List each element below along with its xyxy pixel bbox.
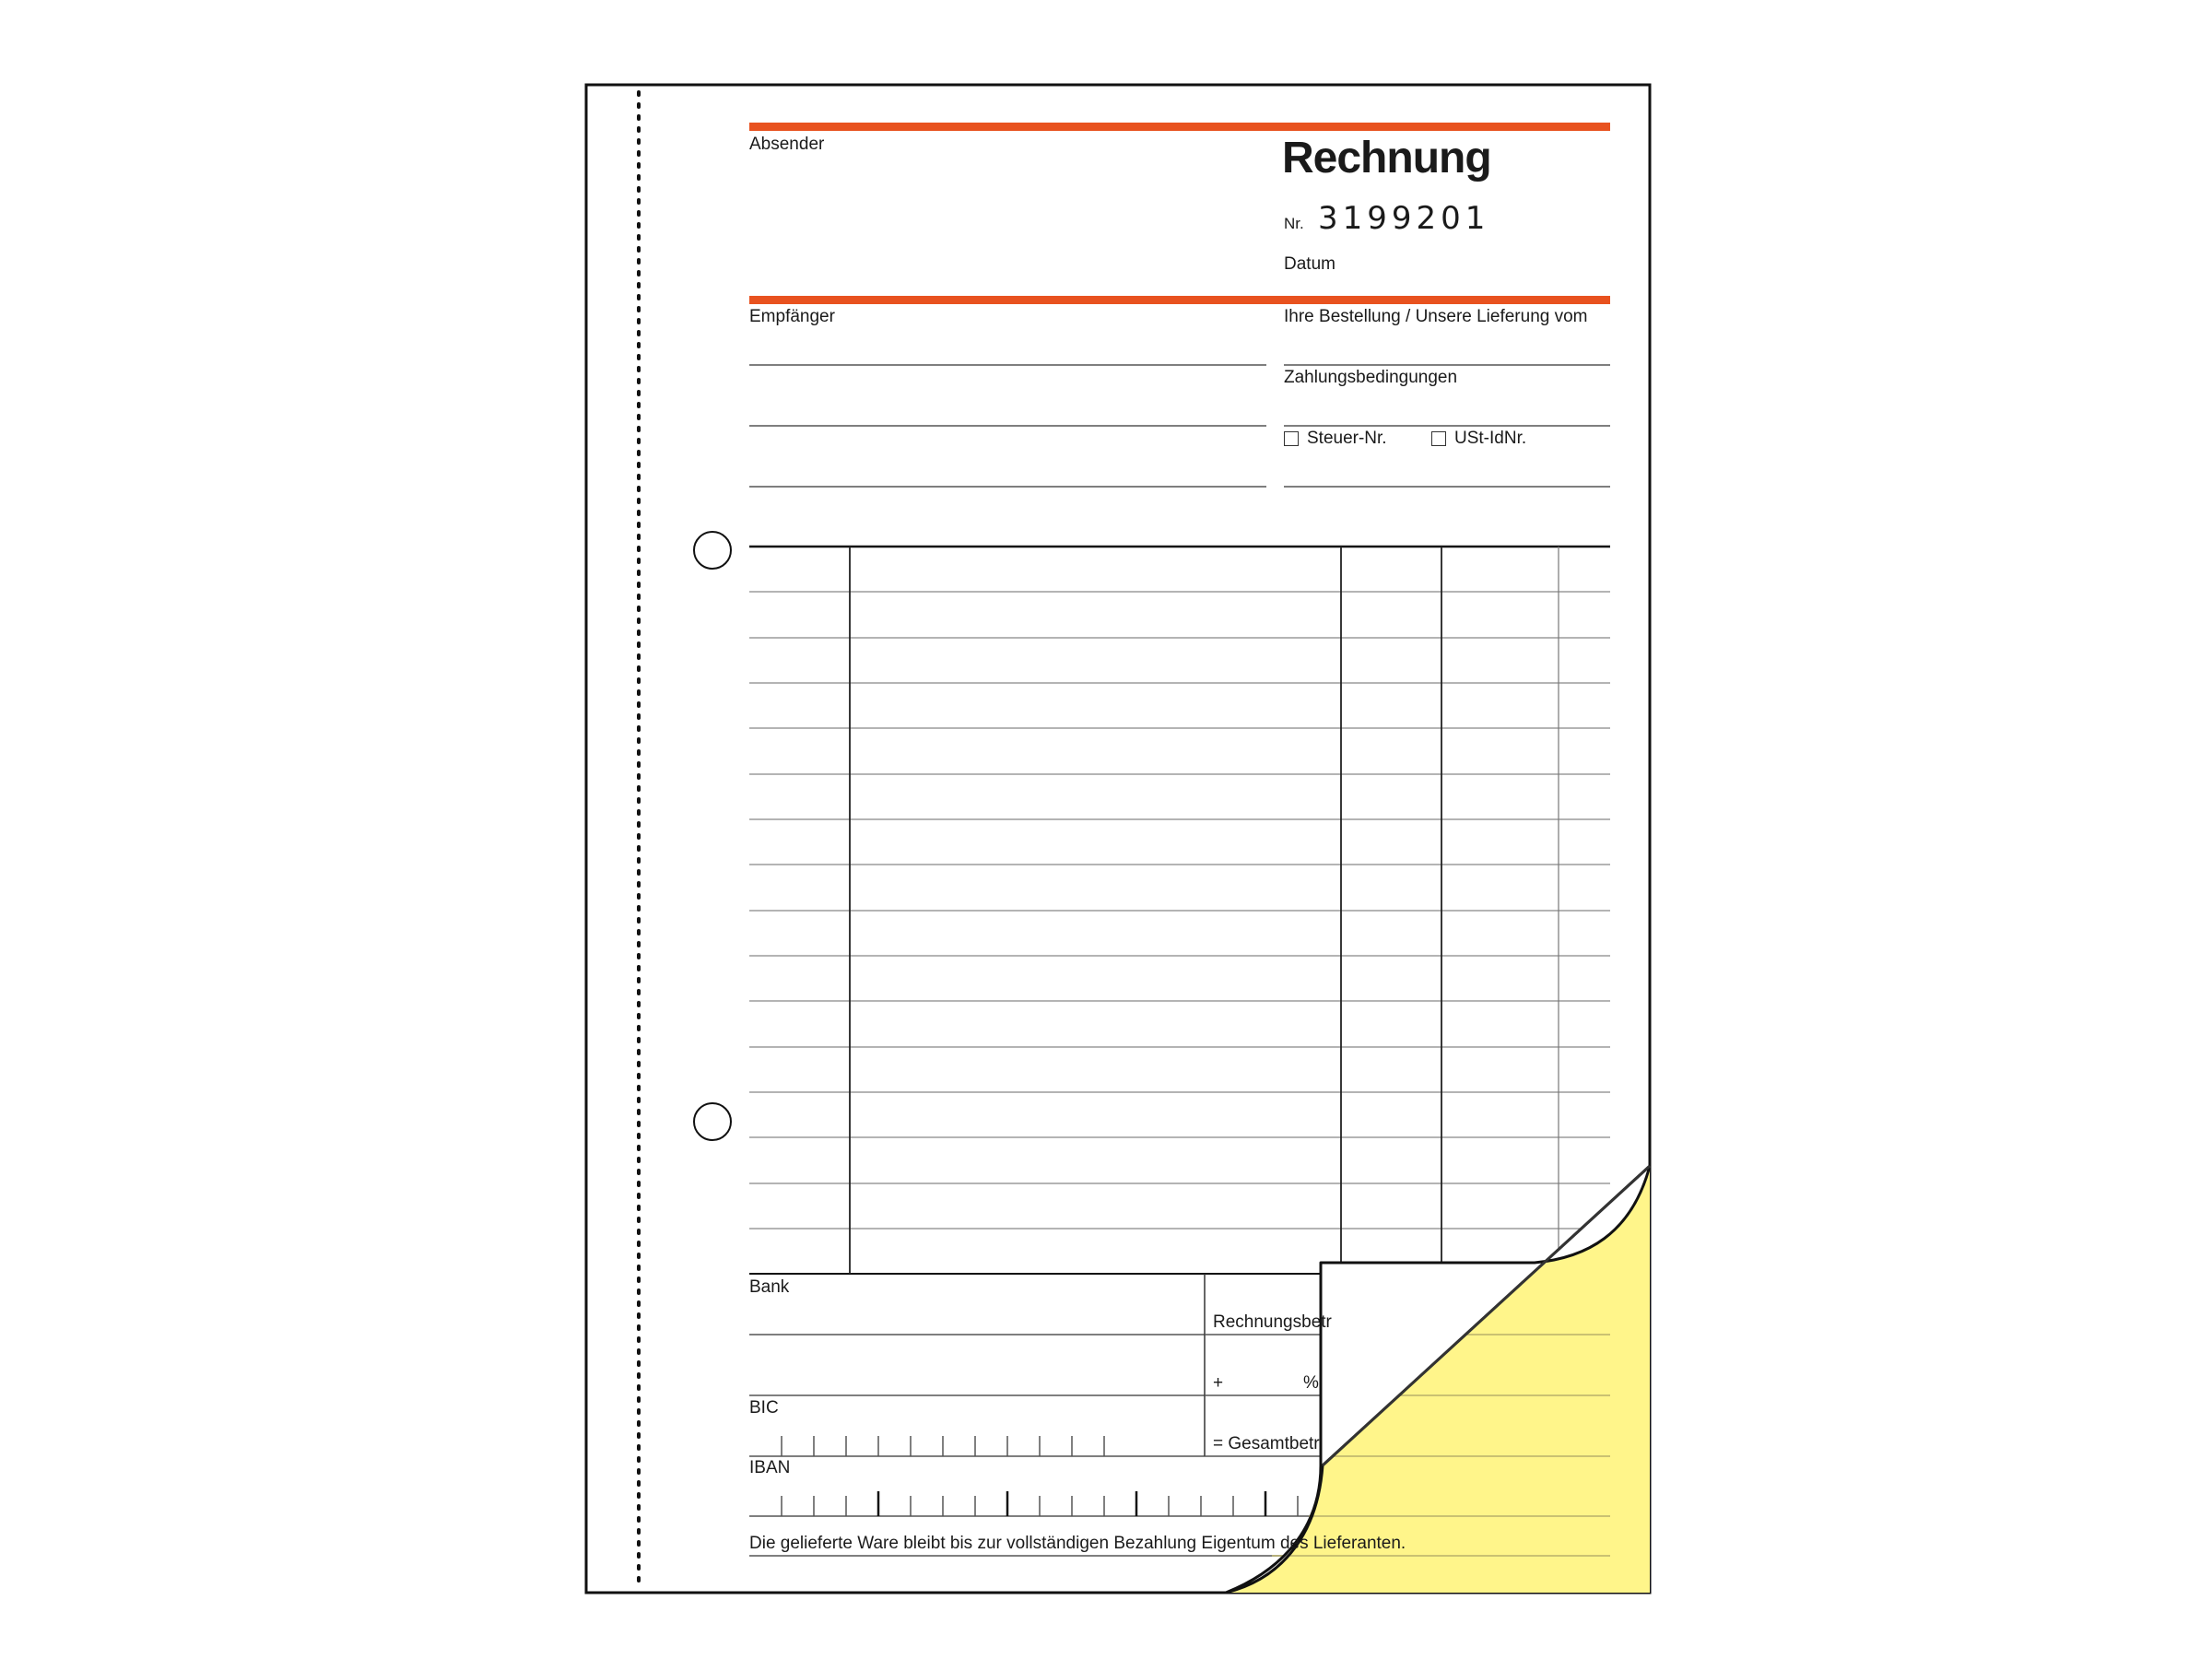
payment-terms-label: Zahlungsbedingungen (1284, 368, 1458, 387)
vat-id-label: USt-IdNr. (1454, 429, 1527, 448)
plus-label: + (1213, 1373, 1224, 1393)
bank-label: Bank (749, 1277, 790, 1297)
percent-label: % (1303, 1373, 1319, 1393)
form-title: Rechnung (1282, 134, 1491, 182)
tax-number-checkbox[interactable] (1284, 431, 1299, 446)
date-label: Datum (1284, 254, 1335, 274)
total-amount-label: = Gesamtbetr (1213, 1434, 1320, 1453)
order-delivery-label: Ihre Bestellung / Unsere Lieferung vom (1284, 307, 1588, 326)
vat-id-checkbox[interactable] (1431, 431, 1446, 446)
bic-label: BIC (749, 1398, 779, 1418)
invoice-number-label: Nr. (1284, 215, 1304, 232)
footer-ownership-note: Die gelieferte Ware bleibt bis zur vollständigen Bezahlung Eigentum des Lieferanten. (749, 1534, 1406, 1553)
accent-rule-middle (749, 296, 1610, 304)
invoice-amount-label: Rechnungsbetr (1213, 1312, 1332, 1332)
sender-label: Absender (749, 135, 825, 154)
punch-hole-bottom (693, 1102, 732, 1141)
recipient-label: Empfänger (749, 307, 835, 326)
iban-label: IBAN (749, 1458, 791, 1477)
punch-hole-top (693, 531, 732, 570)
invoice-number-value: 3199201 (1318, 200, 1490, 237)
tax-number-label: Steuer-Nr. (1307, 429, 1387, 448)
accent-rule-top (749, 123, 1610, 131)
